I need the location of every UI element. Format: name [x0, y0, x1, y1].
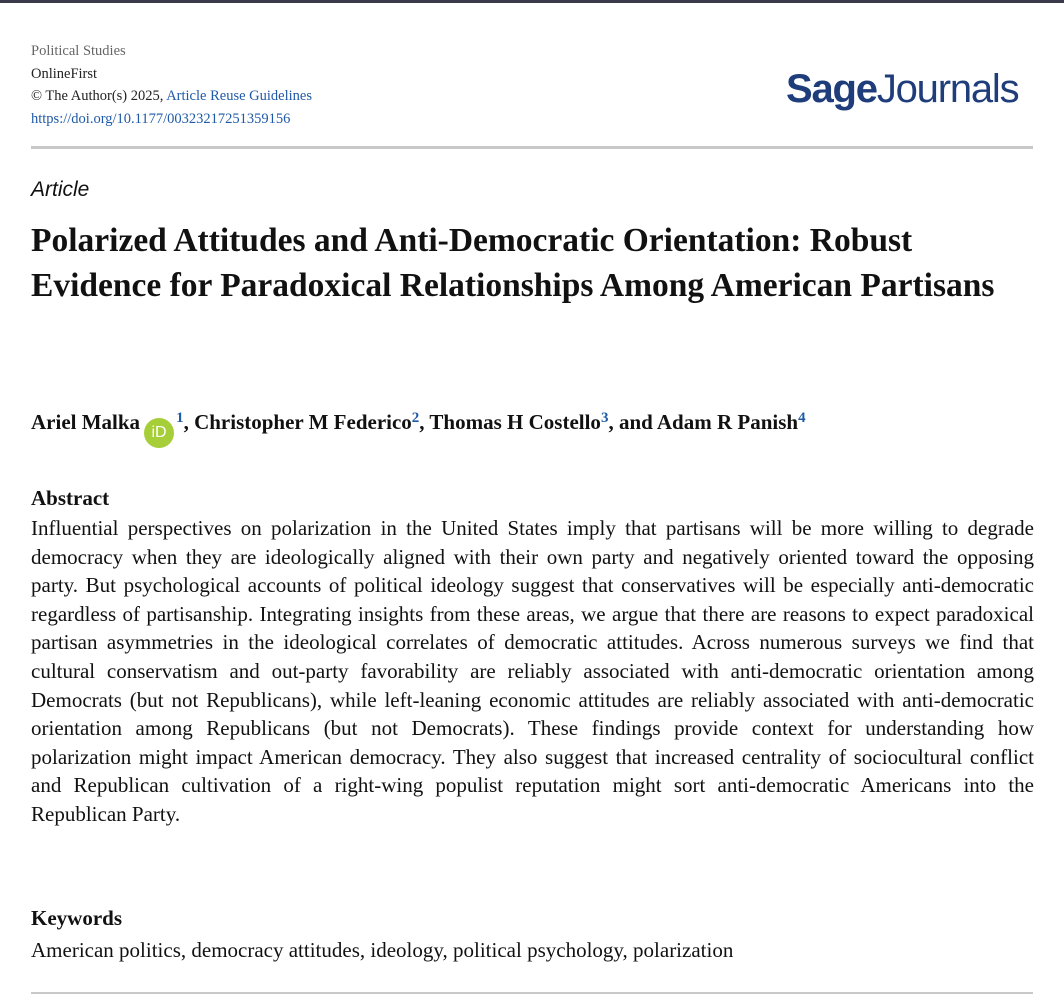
author-name[interactable]: Ariel Malka [31, 410, 141, 434]
logo-sage: Sage [786, 67, 877, 111]
author-name[interactable]: Adam R Panish [656, 410, 799, 434]
keywords-heading: Keywords [31, 906, 122, 930]
orcid-icon[interactable]: iD [144, 418, 174, 448]
affiliation-marker[interactable]: 3 [600, 410, 609, 426]
affiliation-marker[interactable]: 2 [411, 410, 420, 426]
abstract-heading: Abstract [31, 486, 110, 510]
journal-name: Political Studies [31, 43, 126, 59]
affiliation-marker[interactable]: 4 [798, 410, 806, 426]
doi-link[interactable]: https://doi.org/10.1177/00323217251359156 [31, 110, 291, 127]
abstract-text: Influential perspectives on polarization in the United States imply that partisans will be more willing to degrade democracy when they are ideologically aligned with their own party and negatively oriented toward the opposing party. But psychological accounts of political ideology suggest that conservatives will be especially anti-democratic regardless of partisanship. Integrating insights from these areas, we argue that there are reasons to expect paradoxical partisan asymmetries in the ideological correlates of democratic attitudes. Across numerous surveys we find that cultural conservatism and out-party favorability are reliably associated with anti-democratic orientation among Democrats (but not Republicans), while left-leaning economic attitudes are reliably associated with anti-democratic orientation among Republicans (but not Democrats). These findings provide context for understanding how polarization might impact American democracy. They also suggest that increased centrality of sociocultural conflict and Republican cultivation of a right-wing populist reputation might sort anti-democratic Americans into the Republican Party. [31, 516, 1034, 826]
header-divider [31, 146, 1033, 149]
author-separator: , [419, 410, 430, 434]
edition-label: OnlineFirst [31, 65, 98, 82]
reuse-guidelines-link[interactable]: Article Reuse Guidelines [166, 88, 312, 104]
affiliation-marker[interactable]: 1 [176, 410, 184, 426]
author-list [31, 403, 1041, 448]
copyright-line [31, 85, 312, 108]
copyright-text: © The Author(s) 2025, [31, 88, 167, 104]
author-separator: , [183, 410, 195, 434]
article-meta [31, 40, 312, 130]
article-type: Article [31, 178, 90, 201]
sage-journals-logo[interactable] [786, 63, 1018, 115]
author-separator: , and [608, 410, 657, 434]
article-title: Polarized Attitudes and Anti-Democratic Orientation: Robust Evidence for Paradoxical Relationships Among American Partisans [31, 222, 995, 304]
logo-journals: Journals [876, 67, 1019, 111]
keywords-text: American politics, democracy attitudes, ideology, political psychology, polarization [31, 938, 734, 962]
author-name[interactable]: Christopher M Federico [194, 410, 412, 434]
author-name[interactable]: Thomas H Costello [429, 410, 601, 434]
